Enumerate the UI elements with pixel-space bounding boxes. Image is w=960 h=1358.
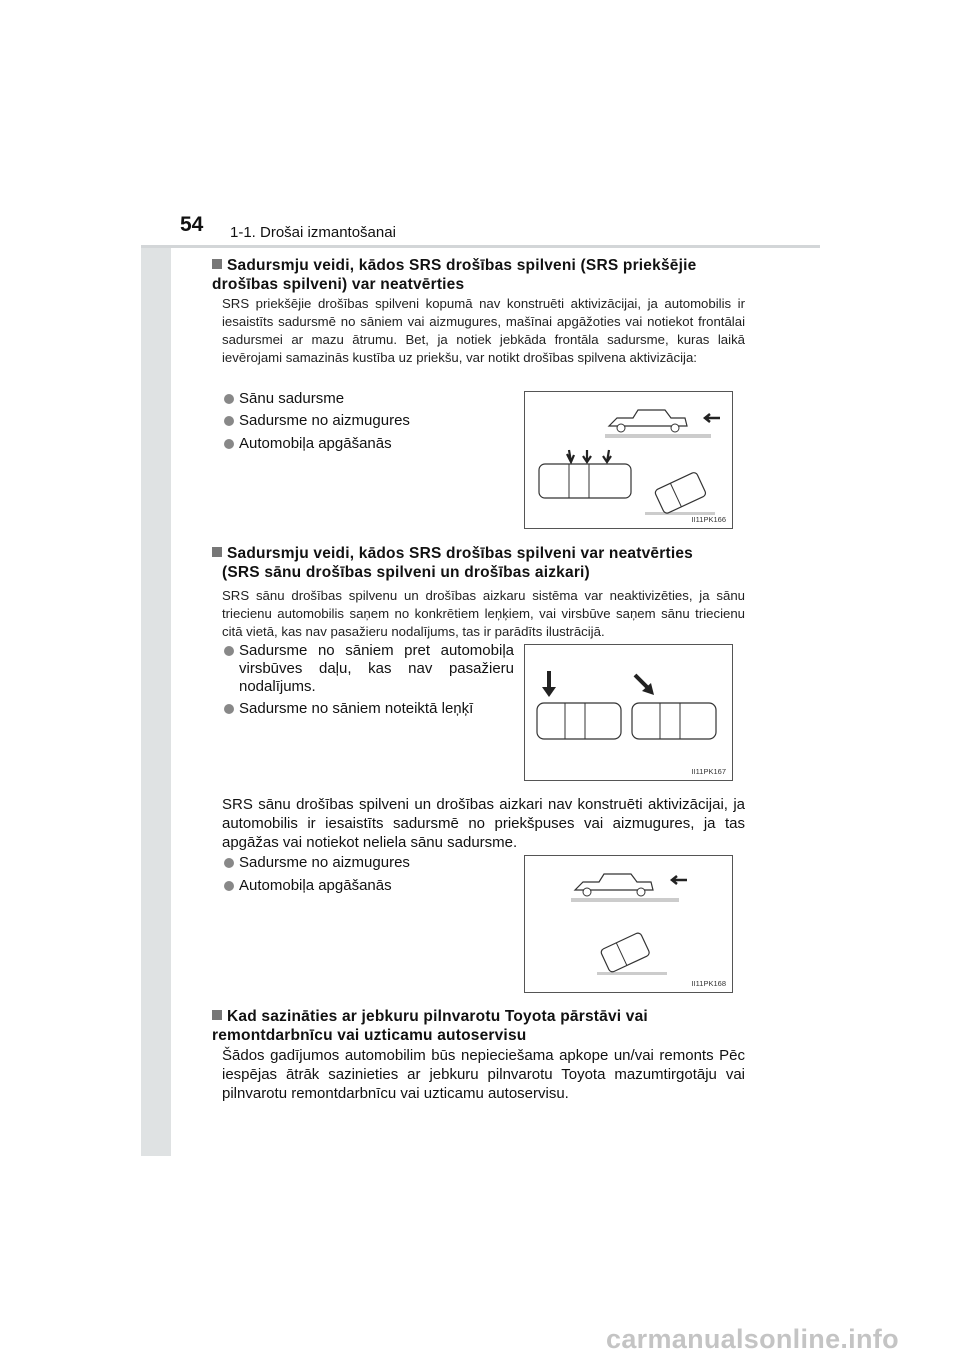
list-item: Sadursme no sāniem pret automobiļa virsbūves daļu, kas nav pasažieru nodalījums.: [222, 642, 514, 696]
bullet-dot-icon: [224, 439, 234, 449]
rear-rollover-illustration: [525, 856, 732, 992]
side-strip: [141, 200, 171, 1156]
section-title: 1-1. Drošai izmantošanai: [230, 224, 396, 241]
bullet-dot-icon: [224, 881, 234, 891]
bullet-dot-icon: [224, 858, 234, 868]
bullet-dot-icon: [224, 704, 234, 714]
square-bullet-icon: [212, 1010, 222, 1020]
square-bullet-icon: [212, 259, 222, 269]
figure-code: II11PK166: [691, 515, 726, 524]
square-bullet-icon: [212, 547, 222, 557]
side-impact-illustration: [525, 645, 732, 780]
header-rule: [141, 245, 820, 248]
figure-code: II11PK168: [691, 979, 726, 988]
section-heading-contact: Kad sazināties ar jebkuru pilnvarotu Toyota pārstāvi vai remontdarbnīcu vai uzticamu autoservisu: [212, 1008, 648, 1044]
heading-text: Sadursmju veidi, kādos SRS drošības spilveni (SRS priekšējie drošības spilveni) var neatvērties: [212, 257, 697, 293]
list-item: Sadursme no sāniem noteiktā leņķī: [222, 700, 473, 718]
figure-code: II11PK167: [691, 767, 726, 776]
list-item: Automobiļa apgāšanās: [222, 877, 392, 895]
bullet-dot-icon: [224, 394, 234, 404]
watermark: carmanualsonline.info: [606, 1324, 899, 1354]
figure-side-impact: [524, 644, 733, 781]
paragraph-contact: Šādos gadījumos automobilim būs nepieciešama apkope un/vai remonts Pēc iespējas ātrāk sazinieties ar jebkuru pilnvarotu Toyota mazumtirgotāju vai pilnvarotu remontdarbnīcu vai uzticamu autoservisu.: [222, 1047, 745, 1102]
paragraph-side-2: SRS sānu drošības spilveni un drošības aizkari nav konstruēti aktivizācijai, ja automobilis ir iesaistīts sadursmē no priekšpuses vai aizmugures, ja tas apgāžas vai notiekot neliela sānu sadursme.: [222, 796, 745, 851]
list-item: Sānu sadursme: [222, 390, 344, 408]
list-item: Sadursme no aizmugures: [222, 854, 410, 872]
bullet-dot-icon: [224, 416, 234, 426]
figure-rear-rollover: [524, 855, 733, 993]
bullet-dot-icon: [224, 646, 234, 656]
list-item: Sadursme no aizmugures: [222, 412, 410, 430]
section-heading-side: Sadursmju veidi, kādos SRS drošības spilveni var neatvērties: [212, 544, 693, 563]
figure-frontal-exceptions: [524, 391, 733, 529]
section-heading-frontal: [212, 256, 746, 294]
page-number: 54: [180, 213, 204, 236]
crash-illustration: [525, 392, 732, 528]
paragraph-side: SRS sānu drošības spilvenu un drošības aizkaru sistēma var neaktivizēties, ja sānu triecienu automobilis saņem no konkrētiem leņķiem, vai virsbūve saņem sānu triecienu citā vietā, kas nav pasažieru nodalījums, tas ir parādīts ilustrācijā.: [222, 588, 745, 639]
section-heading-side-line2: (SRS sānu drošības spilveni un drošības aizkari): [222, 564, 590, 581]
paragraph-frontal: SRS priekšējie drošības spilveni kopumā nav konstruēti aktivizācijai, ja automobilis ir iesaistīts sadursmē no sāniem vai aizmugures, mašīnai apgāžoties vai notiekot frontālai sadursmei ar mazu ātrumu. Bet, ja notiek jebkāda frontāla sadursme, kuras laikā ievērojami samazinās kustība uz priekšu, var notikt drošības spilvena aktivizācija:: [222, 296, 745, 365]
list-item: Automobiļa apgāšanās: [222, 435, 392, 453]
